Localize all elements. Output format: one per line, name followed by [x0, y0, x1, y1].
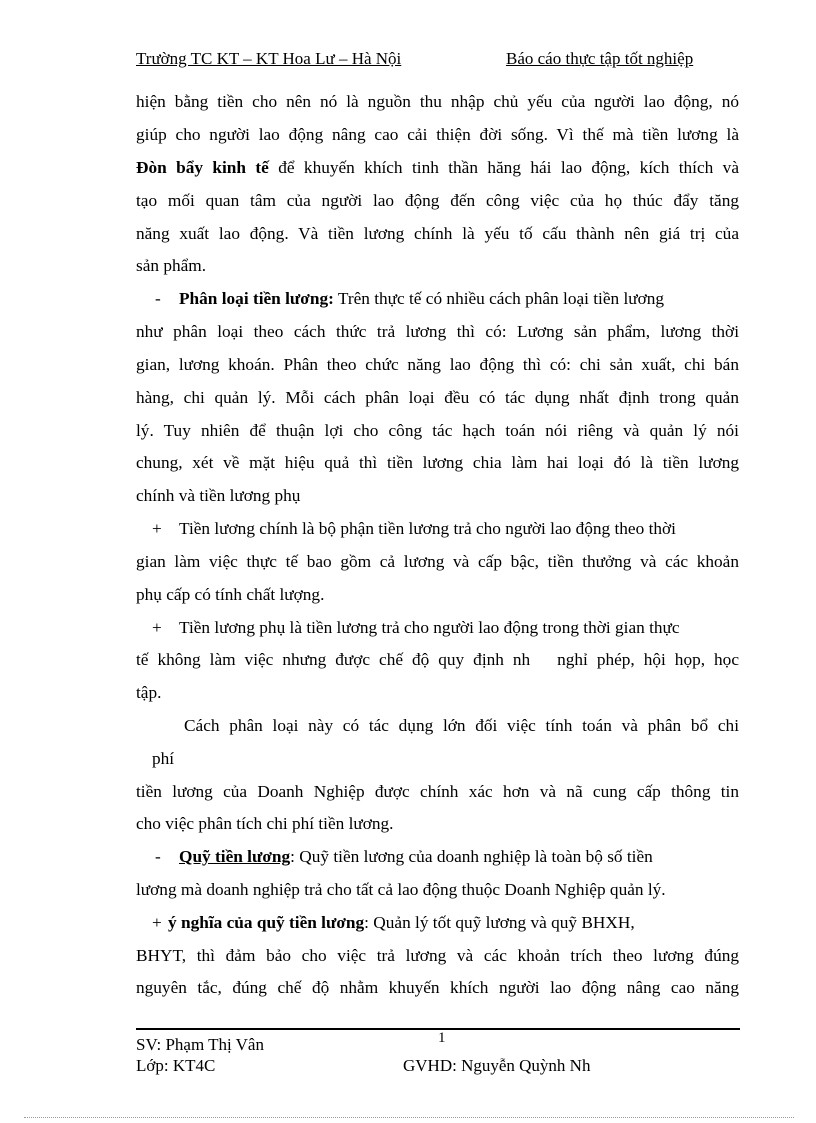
footer-class: Lớp: KT4C: [136, 1056, 216, 1075]
page-edge-divider: [24, 1117, 794, 1118]
body-line: năng xuất lao động. Và tiền lương chính là yếu tố cấu thành nên giá trị của: [136, 224, 739, 243]
body-line: cho việc phân tích chi phí tiền lương.: [136, 814, 394, 833]
body-line: tạo mối quan tâm của người lao động đến công việc của họ thúc đẩy tăng: [136, 191, 739, 210]
body-line: [179, 287, 664, 311]
list-plus: +: [152, 519, 162, 538]
list-dash: -: [155, 847, 161, 866]
body-line: tập.: [136, 683, 162, 702]
list-plus: +: [152, 618, 162, 637]
body-line: [179, 845, 653, 869]
footer-supervisor: GVHD: Nguyễn Quỳnh Nh: [403, 1056, 591, 1075]
body-line: giúp cho người lao động nâng cao cải thiện đời sống. Vì thế mà tiền lương là: [136, 125, 739, 144]
header-report-title: Báo cáo thực tập tốt nghiệp: [506, 49, 694, 68]
section-heading: ý nghĩa của quỹ tiền lương: [168, 913, 365, 932]
body-line: như phân loại theo cách thức trả lương thì có: Lương sản phẩm, lương thời: [136, 322, 739, 341]
list-plus: +: [152, 913, 162, 932]
body-line: tế không làm việc nhưng được chế độ quy định nh nghỉ phép, hội họp, học: [136, 650, 739, 669]
body-line: nguyên tắc, đúng chế độ nhằm khuyến khích người lao động nâng cao năng: [136, 978, 739, 997]
body-line: tiền lương của Doanh Nghiệp được chính xác hơn và nã cung cấp thông tin: [136, 782, 739, 801]
list-dash: -: [155, 289, 161, 308]
body-line: phí: [152, 749, 175, 768]
body-text: để khuyến khích tinh thần hăng hái lao động, kích thích và: [268, 158, 739, 177]
body-line: gian làm việc thực tế bao gồm cả lương và cấp bậc, tiền thưởng và các khoản: [136, 552, 739, 571]
body-line: chung, xét về mặt hiệu quả thì tiền lương chia làm hai loại đó là tiền lương: [136, 453, 739, 472]
footer-student: SV: Phạm Thị Vân: [136, 1035, 264, 1054]
body-text: Trên thực tế có nhiều cách phân loại tiền lương: [333, 289, 665, 308]
body-line: [168, 911, 635, 935]
body-line: [136, 156, 739, 180]
body-line: gian, lương khoán. Phân theo chức năng lao động thì có: chi sản xuất, chi bán: [136, 355, 739, 374]
section-heading: Quỹ tiền lương: [179, 847, 291, 866]
body-text: : Quỹ tiền lương của doanh nghiệp là toàn bộ số tiền: [290, 847, 653, 866]
body-line: phụ cấp có tính chất lượng.: [136, 585, 325, 604]
body-line: hàng, chi quản lý. Mỗi cách phân loại đều có tác dụng nhất định trong quản: [136, 388, 739, 407]
body-line: Tiền lương phụ là tiền lương trả cho người lao động trong thời gian thực: [179, 618, 680, 637]
body-line: hiện bằng tiền cho nên nó là nguồn thu nhập chủ yếu của người lao động, nó: [136, 92, 739, 111]
header-school: Trường TC KT – KT Hoa Lư – Hà Nội: [136, 49, 402, 68]
body-line: lý. Tuy nhiên để thuận lợi cho công tác hạch toán nói riêng và quản lý nói: [136, 421, 739, 440]
body-line: chính và tiền lương phụ: [136, 486, 301, 505]
page-number: 1: [438, 1030, 446, 1046]
body-line: sản phẩm.: [136, 256, 207, 275]
section-heading: Phân loại tiền lương:: [179, 289, 334, 308]
body-line: Cách phân loại này có tác dụng lớn đối việc tính toán và phân bổ chi: [184, 716, 739, 735]
body-text: : Quản lý tốt quỹ lương và quỹ BHXH,: [364, 913, 635, 932]
body-line: Tiền lương chính là bộ phận tiền lương trả cho người lao động theo thời: [179, 519, 676, 538]
body-line: lương mà doanh nghiệp trả cho tất cả lao động thuộc Doanh Nghiệp quản lý.: [136, 880, 666, 899]
bold-term: Đòn bẩy kinh tế: [136, 158, 269, 177]
body-line: BHYT, thì đảm bảo cho việc trả lương và các khoản trích theo lương đúng: [136, 946, 739, 965]
